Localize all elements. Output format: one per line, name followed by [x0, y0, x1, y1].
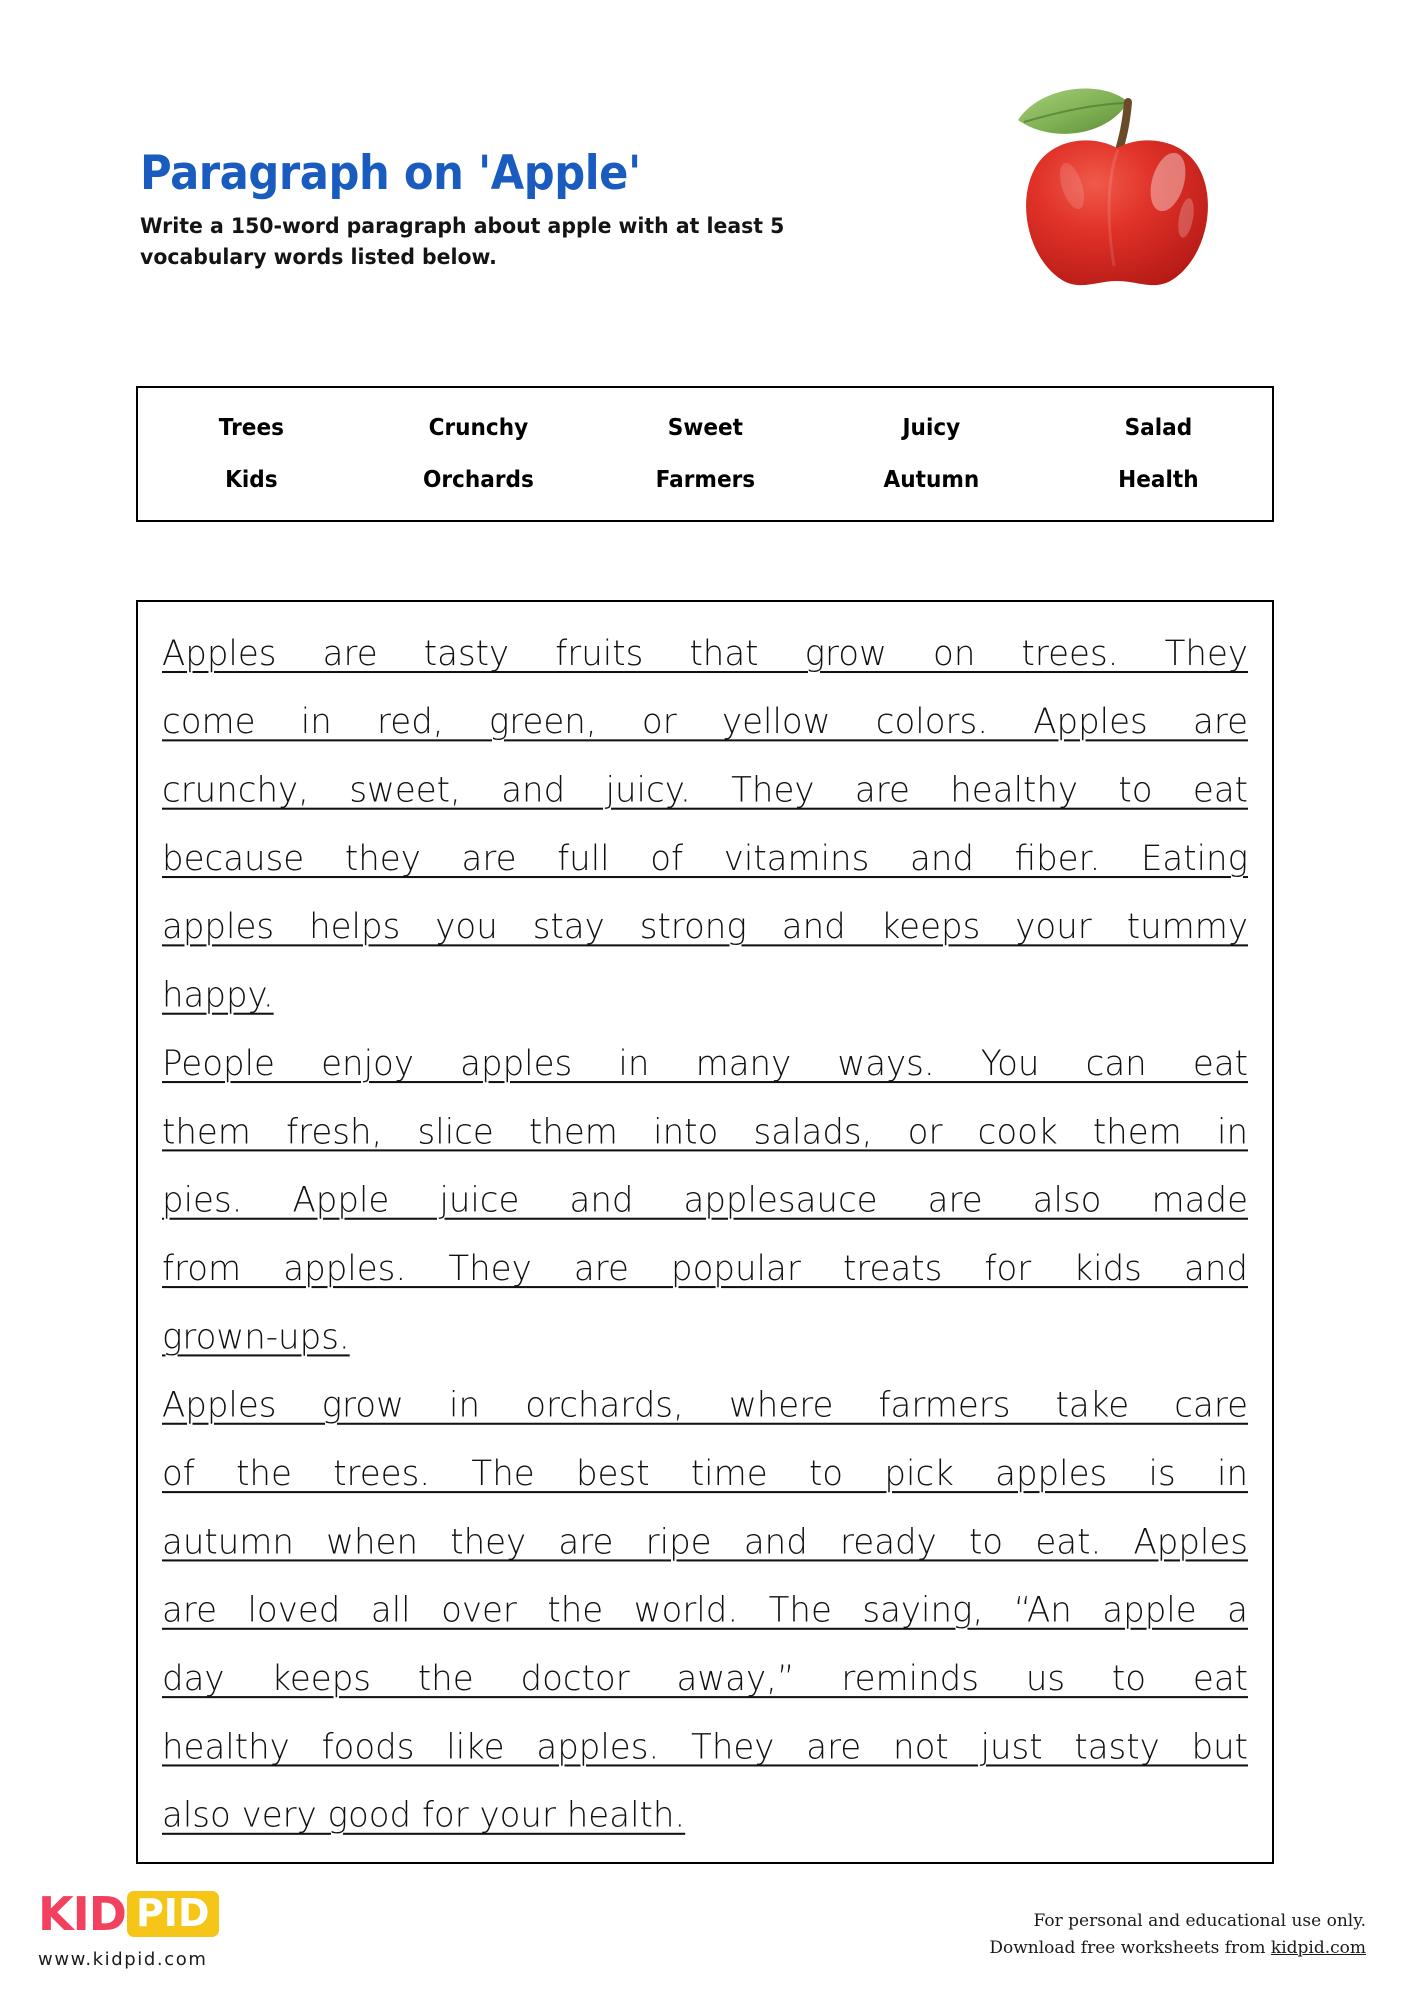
paragraph-line	[162, 1782, 1248, 1850]
paragraph-line-text: grown-ups.	[162, 1316, 350, 1358]
header	[140, 146, 940, 273]
paragraph-line-text: are loved all over the world. The saying, “An apple a	[162, 1590, 1248, 1631]
paragraph-line	[162, 893, 1248, 961]
paragraph-line-text: happy.	[162, 974, 274, 1016]
handwritten-paragraph	[162, 620, 1248, 1850]
paragraph-line	[162, 1235, 1248, 1303]
vocabulary-word: Orchards	[422, 467, 534, 493]
vocabulary-row-1	[138, 415, 1272, 441]
paragraph-line	[162, 1098, 1248, 1166]
footer-note	[989, 1908, 1366, 1962]
paragraph-line-text: day keeps the doctor away,” reminds us to eat	[162, 1658, 1248, 1700]
vocabulary-box	[136, 386, 1274, 522]
paragraph-line-text: from apples. They are popular treats for kids and	[162, 1248, 1248, 1290]
logo-mark	[38, 1888, 358, 1940]
page-subtitle: Write a 150-word paragraph about apple with at least 5 vocabulary words listed below.	[140, 214, 785, 271]
paragraph-line	[162, 1167, 1248, 1235]
logo-pid-text: PID	[127, 1891, 219, 1937]
paragraph-line	[162, 1440, 1248, 1508]
vocabulary-row-2	[138, 467, 1272, 493]
paragraph-line	[162, 1303, 1248, 1371]
paragraph-line-text: pies. Apple juice and applesauce are also made	[162, 1179, 1248, 1221]
paragraph-line	[162, 1577, 1248, 1645]
vocabulary-word: Trees	[218, 415, 285, 441]
kidpid-link[interactable]: kidpid.com	[1270, 1938, 1366, 1959]
vocabulary-word: Farmers	[655, 467, 755, 493]
vocabulary-word: Health	[1118, 467, 1199, 493]
paragraph-line-text: crunchy, sweet, and juicy. They are healthy to eat	[162, 769, 1248, 811]
paragraph-line	[162, 1030, 1248, 1098]
paragraph-line-text: come in red, green, or yellow colors. Apples are	[162, 701, 1248, 743]
apple-leaf-shape	[1018, 88, 1128, 133]
paragraph-line-text: healthy foods like apples. They are not just tasty but	[162, 1726, 1248, 1768]
vocabulary-word: Kids	[225, 467, 278, 493]
paragraph-line-text: of the trees. The best time to pick apples is in	[162, 1453, 1248, 1495]
writing-answer-box[interactable]	[136, 600, 1274, 1864]
paragraph-line-text: them fresh, slice them into salads, or cook them in	[162, 1111, 1248, 1153]
vocabulary-word: Juicy	[902, 415, 961, 441]
paragraph-line-text: because they are full of vitamins and fiber. Eating	[162, 838, 1248, 880]
logo-kid-text: KID	[38, 1887, 126, 1941]
paragraph-line	[162, 1508, 1248, 1576]
paragraph-line-text: People enjoy apples in many ways. You can eat	[162, 1043, 1248, 1085]
vocabulary-word: Autumn	[883, 467, 980, 493]
footer-note-line-2	[989, 1935, 1366, 1962]
vocabulary-word: Salad	[1124, 415, 1193, 441]
vocabulary-word: Crunchy	[428, 415, 529, 441]
paragraph-line	[162, 962, 1248, 1030]
paragraph-line	[162, 688, 1248, 756]
logo-website-url: www.kidpid.com	[38, 1949, 208, 1970]
paragraph-line	[162, 825, 1248, 893]
paragraph-line-text: Apples are tasty fruits that grow on trees. They	[162, 633, 1248, 675]
paragraph-line-text: Apples grow in orchards, where farmers take care	[162, 1385, 1248, 1426]
kidpid-logo	[38, 1888, 358, 1970]
footer-note-line-1: For personal and educational use only.	[1033, 1911, 1366, 1931]
footer-note-prefix: Download free worksheets from	[989, 1938, 1271, 1959]
paragraph-line	[162, 620, 1248, 688]
vocabulary-word: Sweet	[667, 415, 743, 441]
paragraph-line-text: autumn when they are ripe and ready to eat. Apples	[162, 1521, 1248, 1563]
page-title: Paragraph on 'Apple'	[140, 146, 641, 201]
paragraph-line	[162, 1372, 1248, 1440]
paragraph-line	[162, 1645, 1248, 1713]
paragraph-line-text: also very good for your health.	[162, 1795, 686, 1836]
paragraph-line	[162, 1713, 1248, 1781]
paragraph-line	[162, 757, 1248, 825]
paragraph-line-text: apples helps you stay strong and keeps your tummy	[162, 906, 1248, 948]
apple-illustration	[1000, 78, 1235, 293]
